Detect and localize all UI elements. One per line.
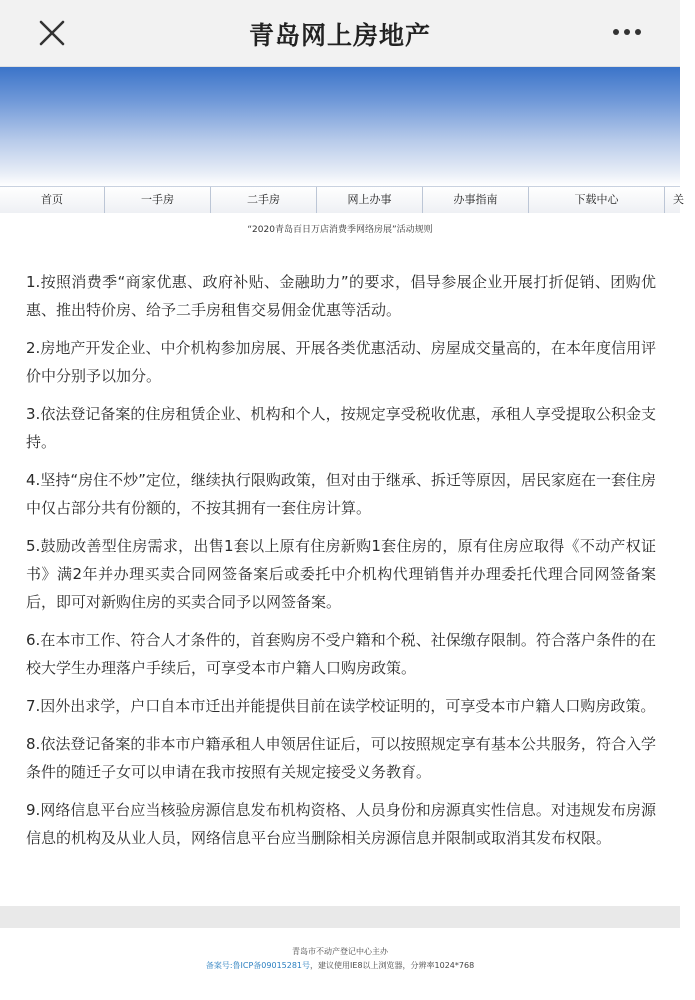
rule-paragraph: 7.因外出求学，户口自本市迁出并能提供目前在读学校证明的，可享受本市户籍人口购房政策。 (26, 697, 656, 715)
record-label[interactable]: 备案号: (205, 961, 233, 970)
rule-paragraph: 5.鼓励改善型住房需求，出售1套以上原有住房新购1套住房的，原有住房应取得《不动产权证书》满2年并办理买卖合同网签备案后或委托中介机构代理销售并办理委托代理合同网签备案后，即可对新购住房的买卖合同予以网签备案。 (26, 537, 656, 611)
app-header (0, 0, 680, 67)
site-footer (0, 945, 680, 973)
rule-paragraph: 9.网络信息平台应当核验房源信息发布机构资格、人员身份和房源真实性信息。对违规发布房源信息的机构及从业人员，网络信息平台应当删除相关房源信息并限制或取消其发布权限。 (26, 801, 656, 847)
nav-item-second-hand[interactable]: 二手房 (211, 187, 317, 213)
rule-paragraph: 2.房地产开发企业、中介机构参加房展、开展各类优惠活动、房屋成交量高的，在本年度信用评价中分别予以加分。 (26, 339, 656, 385)
footer-band (0, 906, 680, 928)
rule-paragraph: 6.在本市工作、符合人才条件的，首套购房不受户籍和个税、社保缴存限制。符合落户条件的在校大学生办理落户手续后，可享受本市户籍人口购房政策。 (26, 631, 656, 677)
page-title: 青岛网上房地产 (248, 21, 431, 50)
article-subtitle: “2020青岛百日万店消费季网络房展”活动规则 (247, 225, 433, 235)
site-nav (0, 186, 684, 213)
site-banner (0, 67, 680, 186)
nav-item-online-service[interactable]: 网上办事 (317, 187, 423, 213)
rule-paragraph: 4.坚持“房住不炒”定位，继续执行限购政策，但对由于继承、拆迁等原因，居民家庭在一套住房中仅占部分共有份额的，不按其拥有一套住房计算。 (26, 471, 656, 517)
nav-item-guide[interactable]: 办事指南 (423, 187, 529, 213)
more-icon[interactable] (610, 22, 644, 42)
rule-paragraph: 1.按照消费季“商家优惠、政府补贴、金融助力”的要求，倡导参展企业开展打折促销、团购优惠、推出特价房、给予二手房租售交易佣金优惠等活动。 (26, 273, 656, 319)
browser-note: ，建议使用IE8以上浏览器，分辨率1024*768 (310, 961, 475, 970)
nav-item-download[interactable]: 下载中心 (529, 187, 665, 213)
rule-paragraph: 3.依法登记备案的住房租赁企业、机构和个人，按规定享受税收优惠，承租人享受提取公积金支持。 (26, 405, 656, 451)
footer-host: 青岛市不动产登记中心主办 (292, 947, 388, 956)
icp-record-link[interactable]: 鲁ICP备09015281号 (232, 961, 311, 970)
footer-record (0, 959, 680, 973)
nav-item-home[interactable]: 首页 (0, 187, 105, 213)
rule-paragraph: 8.依法登记备案的非本市户籍承租人申领居住证后，可以按照规定享有基本公共服务，符合入学条件的随迁子女可以申请在我市按照有关规定接受义务教育。 (26, 735, 656, 781)
article-body (26, 268, 656, 862)
nav-item-more[interactable]: 关 (673, 193, 684, 206)
nav-item-new-house[interactable]: 一手房 (105, 187, 211, 213)
